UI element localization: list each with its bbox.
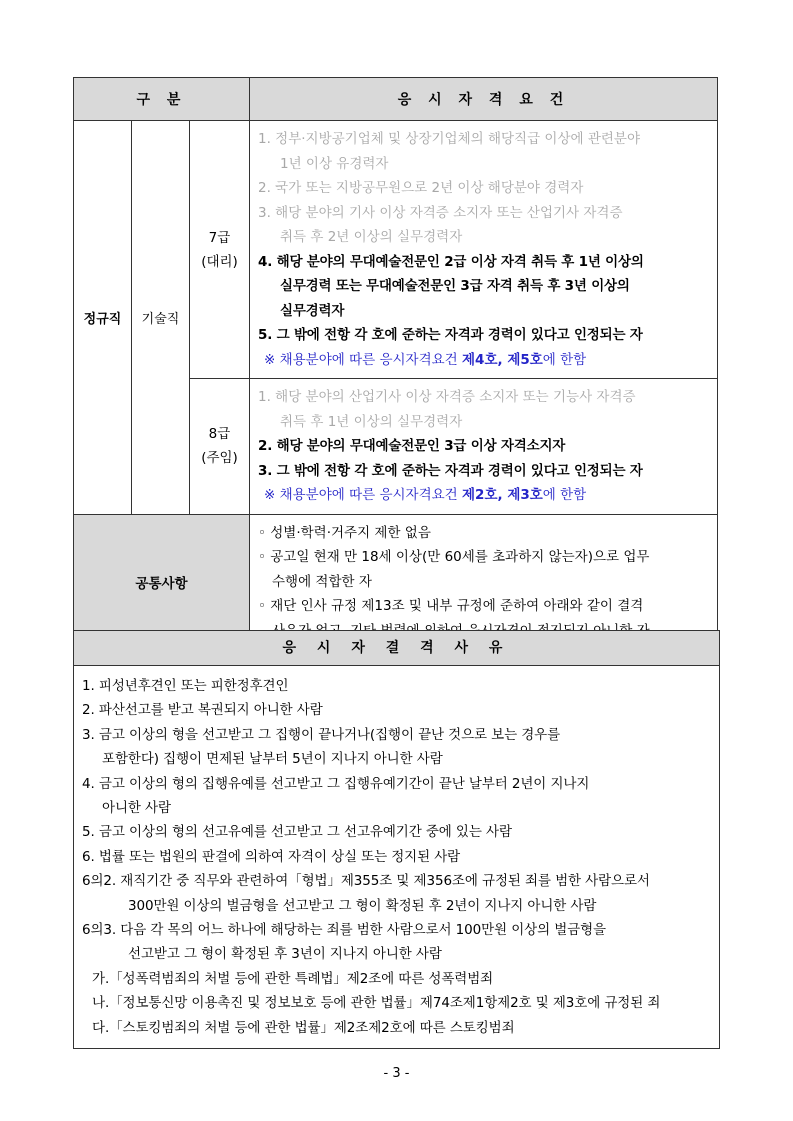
requirements-table bbox=[73, 77, 718, 650]
common-requirement-line: 수행에 적합한 자 bbox=[272, 573, 372, 590]
grade7-cell bbox=[190, 121, 250, 379]
employment-type-cell: 정규직 bbox=[74, 121, 132, 515]
disqualification-item: 나.「정보통신망 이용촉진 및 정보보호 등에 관한 법률」제74조제1항제2호 및 제3호에 규정된 죄 bbox=[92, 995, 661, 1012]
disqualification-item: 4. 금고 이상의 형의 집행유예를 선고받고 그 집행유예기간이 끝난 날부터 2년이 지나지 bbox=[82, 775, 590, 792]
grade7-requirement-line: 2. 국가 또는 지방공무원으로 2년 이상 해당분야 경력자 bbox=[258, 180, 584, 196]
grade8-requirements bbox=[250, 379, 718, 515]
grade7-requirement-line: 실무경력자 bbox=[280, 302, 345, 319]
grade8-requirement-line: 1. 해당 분야의 산업기사 이상 자격증 소지자 또는 기능사 자격증 bbox=[258, 389, 636, 405]
grade8-label: 8급 bbox=[208, 426, 231, 443]
grade8-cell bbox=[190, 379, 250, 515]
disqualification-item: 5. 금고 이상의 형의 선고유예를 선고받고 그 선고유예기간 중에 있는 사람 bbox=[82, 824, 512, 841]
grade7-label: 7급 bbox=[208, 229, 231, 246]
grade8-title: (주임) bbox=[201, 450, 238, 467]
common-label: 공통사항 bbox=[74, 514, 250, 650]
disqualification-title: 응 시 자 결 격 사 유 bbox=[74, 631, 719, 666]
disqualification-item: 다.「스토킹범죄의 처벌 등에 관한 법률」제2조제2호에 따른 스토킹범죄 bbox=[92, 1019, 515, 1036]
requirements-header: 응 시 자 격 요 건 bbox=[250, 78, 718, 121]
disqualification-list bbox=[74, 666, 719, 1048]
disqualification-item: 300만원 이상의 벌금형을 선고받고 그 형이 확정된 후 2년이 지나지 아니한 사람 bbox=[128, 897, 597, 914]
disqualification-item: 1. 피성년후견인 또는 피한정후견인 bbox=[82, 678, 289, 694]
grade7-requirements bbox=[250, 121, 718, 379]
grade8-requirement-line: 2. 해당 분야의 무대예술전문인 3급 이상 자격소지자 bbox=[258, 438, 566, 454]
grade7-requirement-line: 4. 해당 분야의 무대예술전문인 2급 이상 자격 취득 후 1년 이상의 bbox=[258, 253, 644, 270]
grade7-requirement-line: 실무경력 또는 무대예술전문인 3급 자격 취득 후 3년 이상의 bbox=[280, 278, 630, 294]
disqualification-item: 3. 금고 이상의 형을 선고받고 그 집행이 끝나거나(집행이 끝난 것으로 보는 경우를 bbox=[82, 726, 561, 743]
grade7-row bbox=[74, 121, 718, 379]
disqualification-item: 아니한 사람 bbox=[102, 800, 171, 817]
grade8-note: ※ 채용분야에 따른 응시자격요건 제2호, 제3호에 한함 bbox=[264, 487, 587, 503]
disqualification-item: 6. 법률 또는 법원의 판결에 의하여 자격이 상실 또는 정지된 사람 bbox=[82, 848, 461, 865]
disqualification-item: 선고받고 그 형이 확정된 후 3년이 지나지 아니한 사람 bbox=[128, 946, 442, 963]
disqualification-item: 6의2. 재직기간 중 직무와 관련하여「형법」제355조 및 제356조에 규정된 죄를 범한 사람으로서 bbox=[82, 873, 650, 890]
category-header: 구 분 bbox=[74, 78, 250, 121]
grade7-requirement-line: 1. 정부·지방공기업체 및 상장기업체의 해당직급 이상에 관련분야 bbox=[258, 131, 640, 147]
disqualification-box bbox=[73, 630, 720, 1049]
grade8-requirement-line: 3. 그 밖에 전항 각 호에 준하는 자격과 경력이 있다고 인정되는 자 bbox=[258, 462, 643, 479]
grade7-requirement-line: 5. 그 밖에 전항 각 호에 준하는 자격과 경력이 있다고 인정되는 자 bbox=[258, 327, 643, 343]
grade7-requirement-line: 3. 해당 분야의 기사 이상 자격증 소지자 또는 산업기사 자격증 bbox=[258, 204, 623, 221]
disqualification-item: 가.「성폭력범죄의 처벌 등에 관한 특례법」제2조에 따른 성폭력범죄 bbox=[92, 970, 494, 987]
disqualification-item: 6의3. 다음 각 목의 어느 하나에 해당하는 죄를 범한 사람으로서 100만원 이상의 벌금형을 bbox=[82, 922, 606, 939]
job-type-cell: 기술직 bbox=[132, 121, 190, 515]
disqualification-item: 2. 파산선고를 받고 복권되지 아니한 사람 bbox=[82, 702, 323, 719]
common-requirement-line: ◦ 공고일 현재 만 18세 이상(만 60세를 초과하지 않는자)으로 업무 bbox=[258, 549, 650, 565]
common-requirement-line: ◦ 성별·학력·거주지 제한 없음 bbox=[258, 524, 431, 541]
grade8-requirement-line: 취득 후 1년 이상의 실무경력자 bbox=[280, 413, 463, 430]
grade7-title: (대리) bbox=[201, 253, 238, 270]
grade7-note: ※ 채용분야에 따른 응시자격요건 제4호, 제5호에 한함 bbox=[264, 351, 587, 368]
grade7-requirement-line: 취득 후 2년 이상의 실무경력자 bbox=[280, 229, 463, 245]
common-requirement-line: ◦ 재단 인사 규정 제13조 및 내부 규정에 준하여 아래와 같이 결격 bbox=[258, 598, 644, 614]
grade7-requirement-line: 1년 이상 유경력자 bbox=[280, 155, 389, 172]
disqualification-item: 포함한다) 집행이 면제된 날부터 5년이 지나지 아니한 사람 bbox=[102, 751, 443, 768]
page-number: - 3 - bbox=[383, 1066, 410, 1081]
table-header-row bbox=[74, 78, 718, 121]
